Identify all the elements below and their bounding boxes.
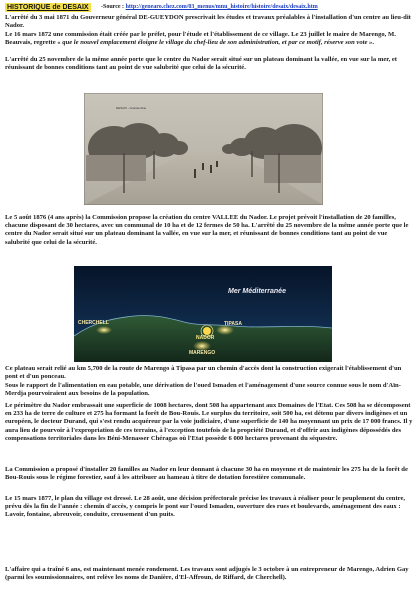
paragraph-3: L'arrêté du 25 novembre de la même année porte que le centre du Nador serait situé sur un plateau dominant la vallée, en vue sur la mer, et réunissant de bonnes conditions tant au point de vue salubrité que celui de la sécurité. <box>5 56 397 72</box>
city-tipasa: TIPASA <box>224 321 242 327</box>
paragraph-10: L'affaire qui a traîné 6 ans, est maintenant menée rondement. Les travaux sont adjugés le 3 octobre à un entrepreneur de Marengo, Adrien Gay (parmi les soumissionnaires, ont relève les noms de Danière, d'El-Affroun, de Riffard, de Cherchell). <box>5 566 409 582</box>
city-cherchell: CHERCHELL <box>78 320 109 326</box>
header <box>5 3 415 13</box>
quote-maire: que le nouvel emplacement éloigne le village du chef-lieu de son administration, et par ce motif, réserve son vote <box>62 39 368 47</box>
source-label: -Source : <box>101 4 126 10</box>
source-line <box>101 4 318 10</box>
paragraph-7: Le périmètre du Nador embrassait une superficie de 1008 hectares, dont 508 ha appartenant aux Domaines de l'Etat. Ces 508 ha se décomposent en 233 ha de terre de culture et 275 ha formant la forêt de Bou-Rouis. Le surplus du territoire, soit 500 ha, est détenu par divers indigènes et un européen, le docteur Durand, qui s'est rendu acquéreur par la voie judiciaire, d'une superficie de 140 ha moyennant un prix de 17 000 francs. Il y aura lieu de pourvoir à l'expropriation de ces terrains, à l'exception toutefois de la propriété Durand, et d'offrir aux indigènes dépossédés des compensations territoriales dans les Béni-Menasser Chéragas où l'Etat possède 6 000 hectares provenant du séquestre. <box>5 402 413 442</box>
paragraph-9: Le 15 mars 1877, le plan du village est dressé. Le 28 août, une décision préfectorale précise les travaux à réaliser pour le peuplement du centre, prévu dès la fin de l'année : chemin d'accès, y compris le pont sur l'oued Ismaden, ouverture des rues et boulevards, aménagement des eaux : Lavoir, fontaine, abreuvoir, conduite, creusement d'un puits. <box>5 495 406 519</box>
paragraph-5: Ce plateau serait relié au km 5,700 de la route de Marengo à Tipasa par un chemin d'accès dont la construction exigerait l'établissement d'un pont et d'un ponceau. <box>5 365 402 381</box>
village-photo <box>84 93 323 205</box>
paragraph-2-start: Le 16 mars 1872 une commission était créée par le préfet, pour l'étude et l'établissement de ce village. Le 23 juillet le maire de Marengo, M. Beauvais, regrette « <box>5 31 396 47</box>
photo-caption: DESAIX - Grande-Rue <box>116 106 147 110</box>
paragraph-2 <box>5 31 413 47</box>
paragraph-2-end: ». <box>367 39 374 47</box>
paragraph-6: Sous le rapport de l'alimentation en eau potable, une dérivation de l'oued Ismaden et l'aménagement d'une source connue sous le nom d'Aïn-Merdja pourvoiraient aux besoins de la population. <box>5 382 401 398</box>
place-nador: NADOR <box>196 335 215 341</box>
satellite-map <box>74 266 332 362</box>
page-title: HISTORIQUE de DESAIX <box>7 4 89 11</box>
source-link[interactable]: http://genearo.chez.com/03_menus/mnu_histoire/histoire/desaix/desaix.htm <box>125 4 318 10</box>
coastline-map-image <box>74 266 332 362</box>
sea-label: Mer Méditerranée <box>228 288 286 295</box>
paragraph-8: La Commission a proposé d'installer 20 familles au Nador en leur donnant à chacune 30 ha en moyenne et de maintenir les 275 ha de la forêt de Bou-Rouis sous le régime forestier, sauf à les attribuer au hameau à titre de dotation forestière communale. <box>5 466 408 482</box>
city-marengo: MARENGO <box>189 350 216 356</box>
paragraph-4: Le 5 août 1876 (4 ans après) la Commission propose la création du centre VALLEE du Nador. Le projet prévoit l'installation de 20 familles, chacune disposant de 30 hectares, avec un communal de 10 ha et de 12 fermes de 50 ha. L'arrêté du 25 novembre de la même année porte que le centre du Nador serait situé sur un plateau dominant la vallée, en vue sur la mer, et réunissant de bonnes conditions tant au point de vue salubrité que celui de la sécurité. <box>5 214 409 246</box>
paragraph-1: L'arrêté du 3 mai 1871 du Gouverneur général DE-GUEYDON prescrivait les études et travaux préalables à l'installation d'un centre au lieu-dit Nador. <box>5 14 411 30</box>
